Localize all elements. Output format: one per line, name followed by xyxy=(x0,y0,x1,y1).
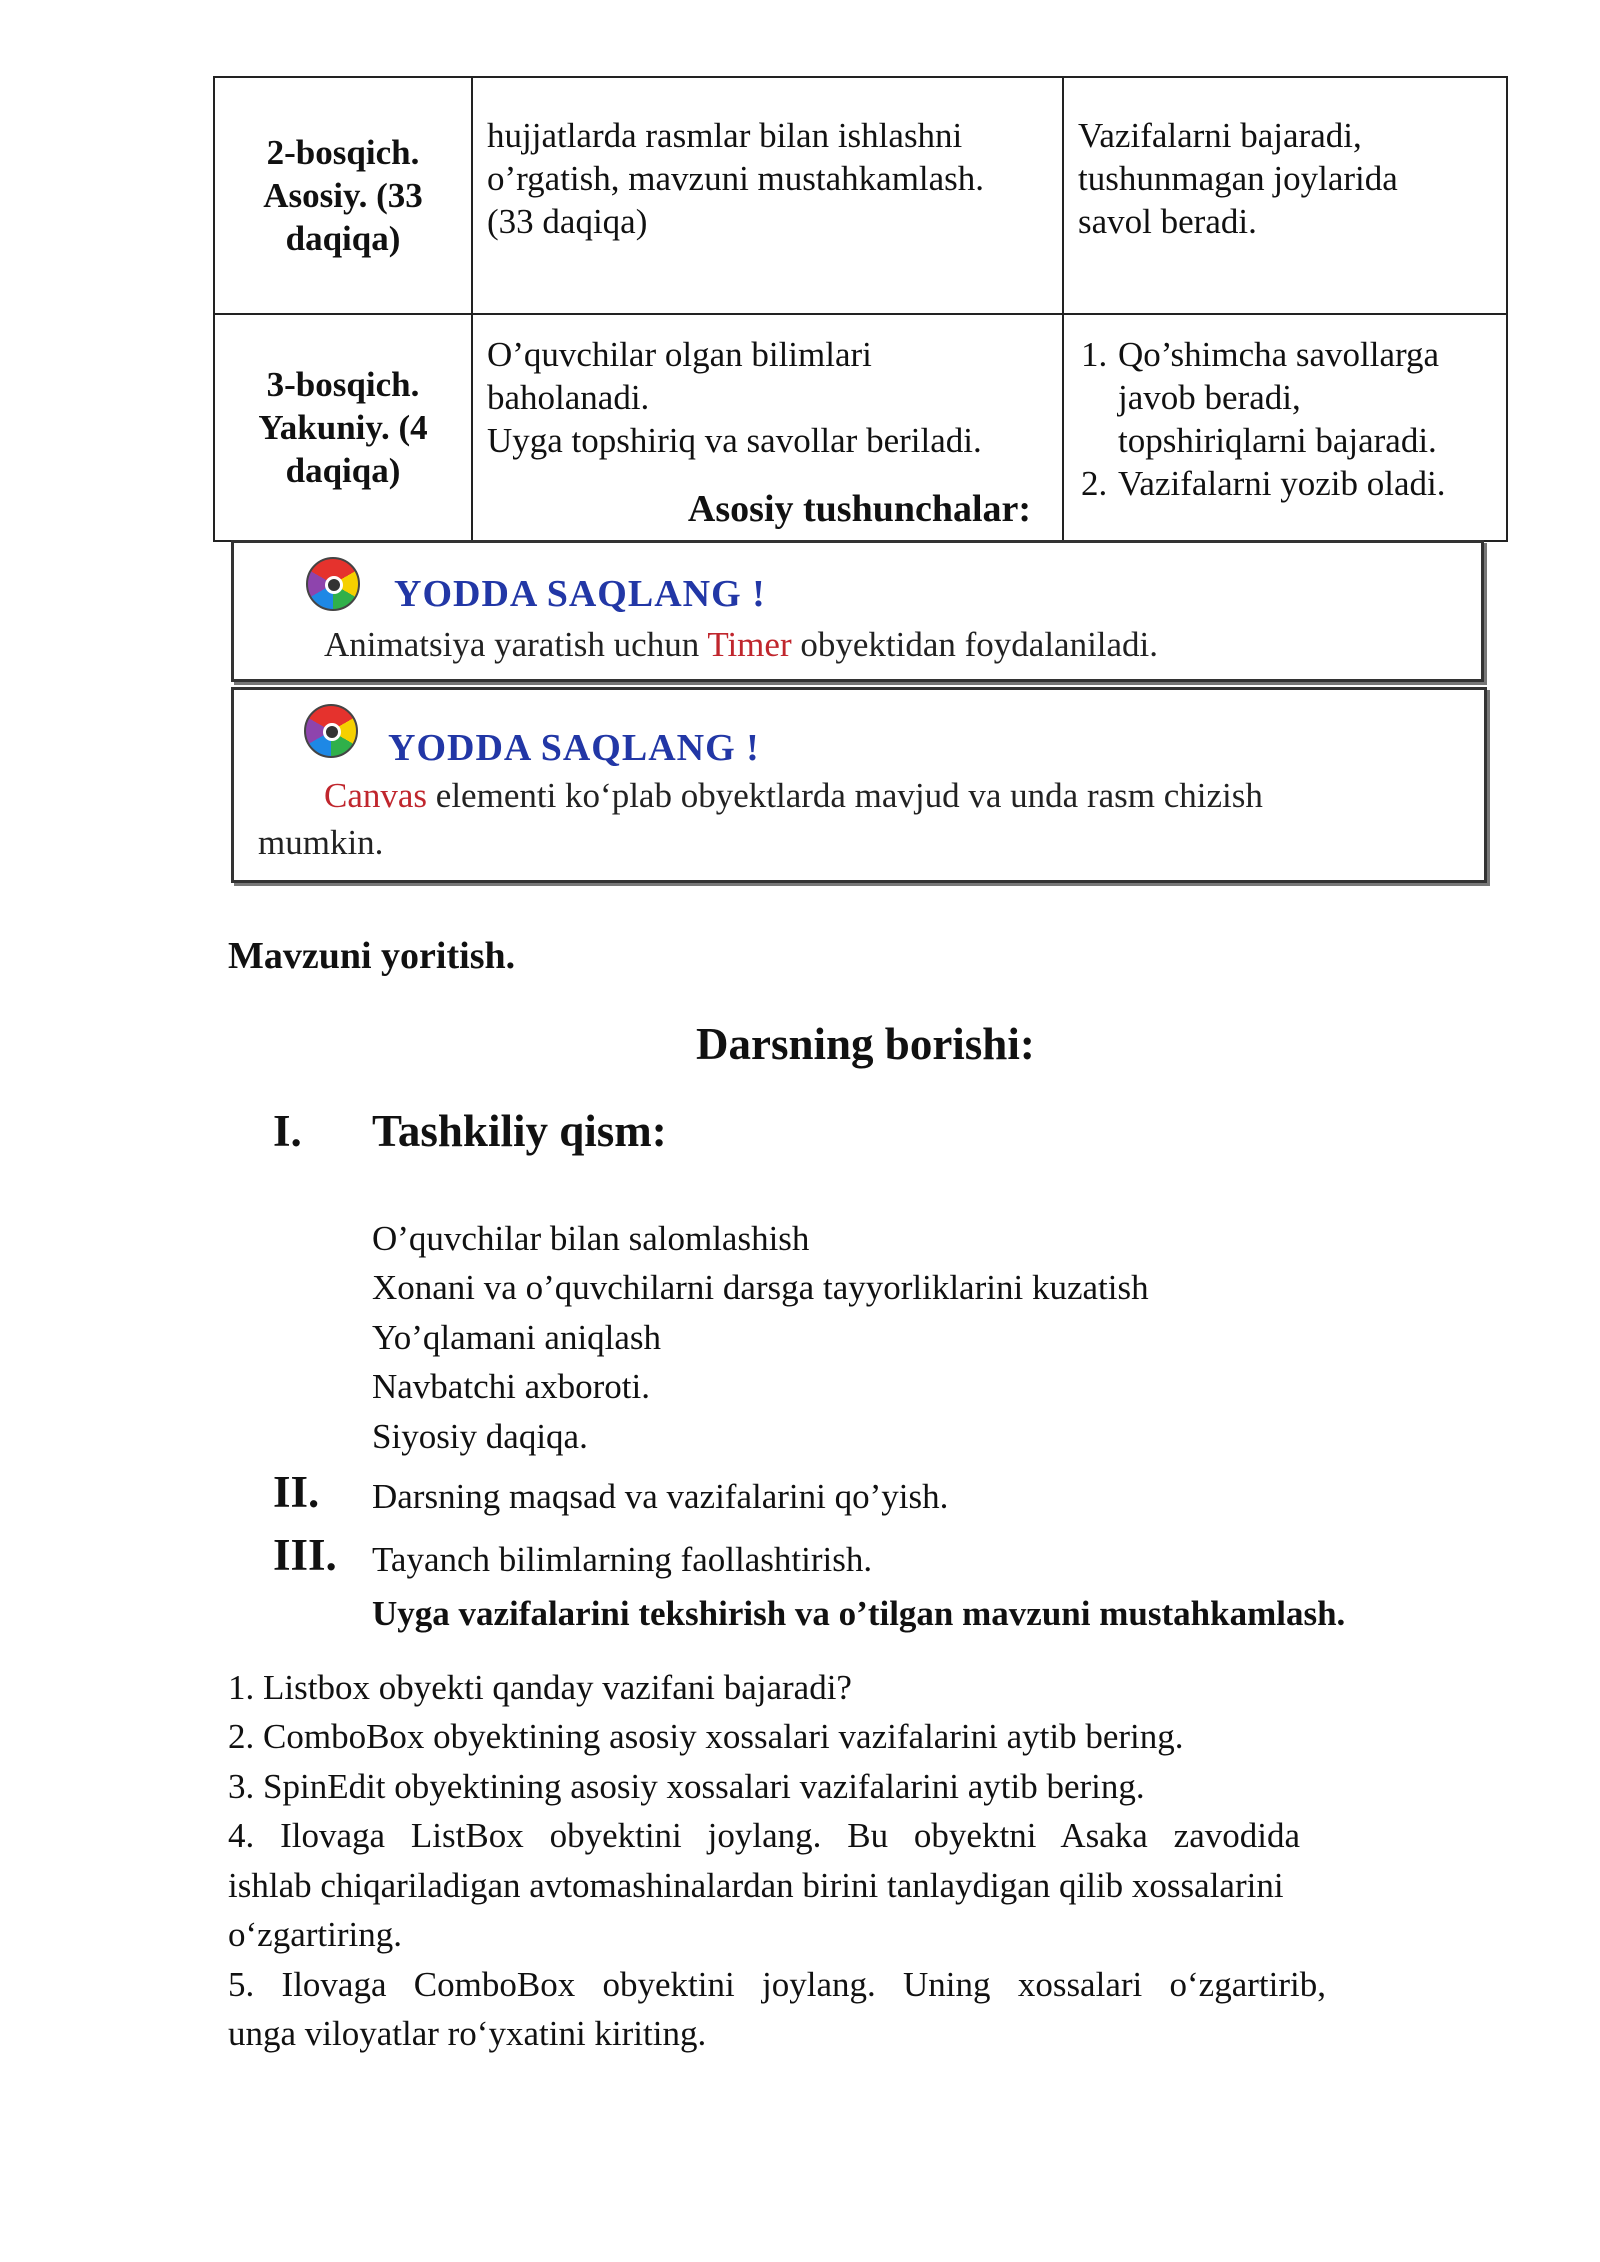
stage-label: 2-bosqich. Asosiy. (33 daqiqa) xyxy=(263,133,423,258)
question-item: 2. ComboBox obyektining asosiy xossalari vazifalarini aytib bering. xyxy=(228,1717,1184,1756)
reminder-title: YODDA SAQLANG ! xyxy=(388,727,760,769)
section-numeral: II. xyxy=(273,1467,320,1517)
list-item: Navbatchi axboroti. xyxy=(372,1367,650,1406)
disc-icon xyxy=(306,557,360,611)
table-row xyxy=(214,77,1507,314)
section-numeral: I. xyxy=(273,1106,302,1156)
cell-line: baholanadi. xyxy=(487,378,650,417)
reminder-text: Animatsiya yaratish uchun Timer obyektidan foydalaniladi. xyxy=(324,625,1159,664)
question-line: o‘zgartiring. xyxy=(228,1915,402,1954)
list-item: Xonani va o’quvchilarni darsga tayyorliklarini kuzatish xyxy=(372,1268,1149,1307)
cell-line: savol beradi. xyxy=(1078,202,1257,241)
list-item: Yo’qlamani aniqlash xyxy=(372,1318,662,1357)
question-line: 5. Ilovaga ComboBox obyektini joylang. Uning xossalari o‘zgartirib, xyxy=(228,1965,1326,2004)
section-title: Tashkiliy qism: xyxy=(372,1106,667,1156)
lesson-stages-table xyxy=(213,76,1508,542)
list-item: Siyosiy daqiqa. xyxy=(372,1417,588,1456)
reminder-box xyxy=(231,687,1487,883)
disc-icon xyxy=(304,704,358,758)
highlighted-term: Canvas xyxy=(324,776,428,815)
list-item: 1. Qo’shimcha savollarga javob beradi, topshiriqlarni bajaradi. xyxy=(1116,333,1498,462)
list-item: O’quvchilar bilan salomlashish xyxy=(372,1219,810,1258)
section-text: Darsning maqsad va vazifalarini qo’yish. xyxy=(372,1477,949,1516)
cell-line: Vazifalarni bajaradi, xyxy=(1078,116,1362,155)
cell-line: (33 daqiqa) xyxy=(487,202,648,241)
reminder-box xyxy=(231,540,1484,682)
stage-cell xyxy=(214,77,472,314)
reminder-text-line2: mumkin. xyxy=(258,823,384,862)
student-steps-list xyxy=(1068,333,1498,505)
highlighted-term: Timer xyxy=(707,625,792,664)
student-cell xyxy=(1063,77,1507,314)
section-text: Tayanch bilimlarning faollashtirish. xyxy=(372,1540,873,1579)
list-item: 2. Vazifalarni yozib oladi. xyxy=(1116,462,1498,505)
stage-label: 3-bosqich. Yakuniy. (4 daqiqa) xyxy=(258,365,428,490)
question-item: 3. SpinEdit obyektining asosiy xossalari vazifalarini aytib bering. xyxy=(228,1767,1145,1806)
question-line: unga viloyatlar ro‘yxatini kiriting. xyxy=(228,2014,707,2053)
cell-line: o’rgatish, mavzuni mustahkamlash. xyxy=(487,159,985,198)
reminder-title: YODDA SAQLANG ! xyxy=(394,573,766,615)
cell-line: hujjatlarda rasmlar bilan ishlashni xyxy=(487,116,963,155)
question-item: 1. Listbox obyekti qanday vazifani bajaradi? xyxy=(228,1668,852,1707)
section-bold-text: Uyga vazifalarini tekshirish va o’tilgan mavzuni mustahkamlash. xyxy=(372,1594,1346,1633)
concepts-heading: Asosiy tushunchalar: xyxy=(687,488,1032,530)
question-line: 4. Ilovaga ListBox obyektini joylang. Bu obyektni Asaka zavodida xyxy=(228,1816,1300,1855)
lesson-heading: Darsning borishi: xyxy=(696,1019,1035,1069)
question-line: ishlab chiqariladigan avtomashinalardan birini tanlaydigan qilib xossalarini xyxy=(228,1866,1284,1905)
cell-line: O’quvchilar olgan bilimlari xyxy=(487,335,872,374)
reminder-text: Canvas elementi ko‘plab obyektlarda mavjud va unda rasm chizish xyxy=(324,776,1263,815)
cell-line: tushunmagan joylarida xyxy=(1078,159,1398,198)
cell-line: Uyga topshiriq va savollar beriladi. xyxy=(487,421,982,460)
section-numeral: III. xyxy=(273,1530,337,1580)
topic-heading: Mavzuni yoritish. xyxy=(228,935,516,977)
teacher-cell xyxy=(472,77,1063,314)
